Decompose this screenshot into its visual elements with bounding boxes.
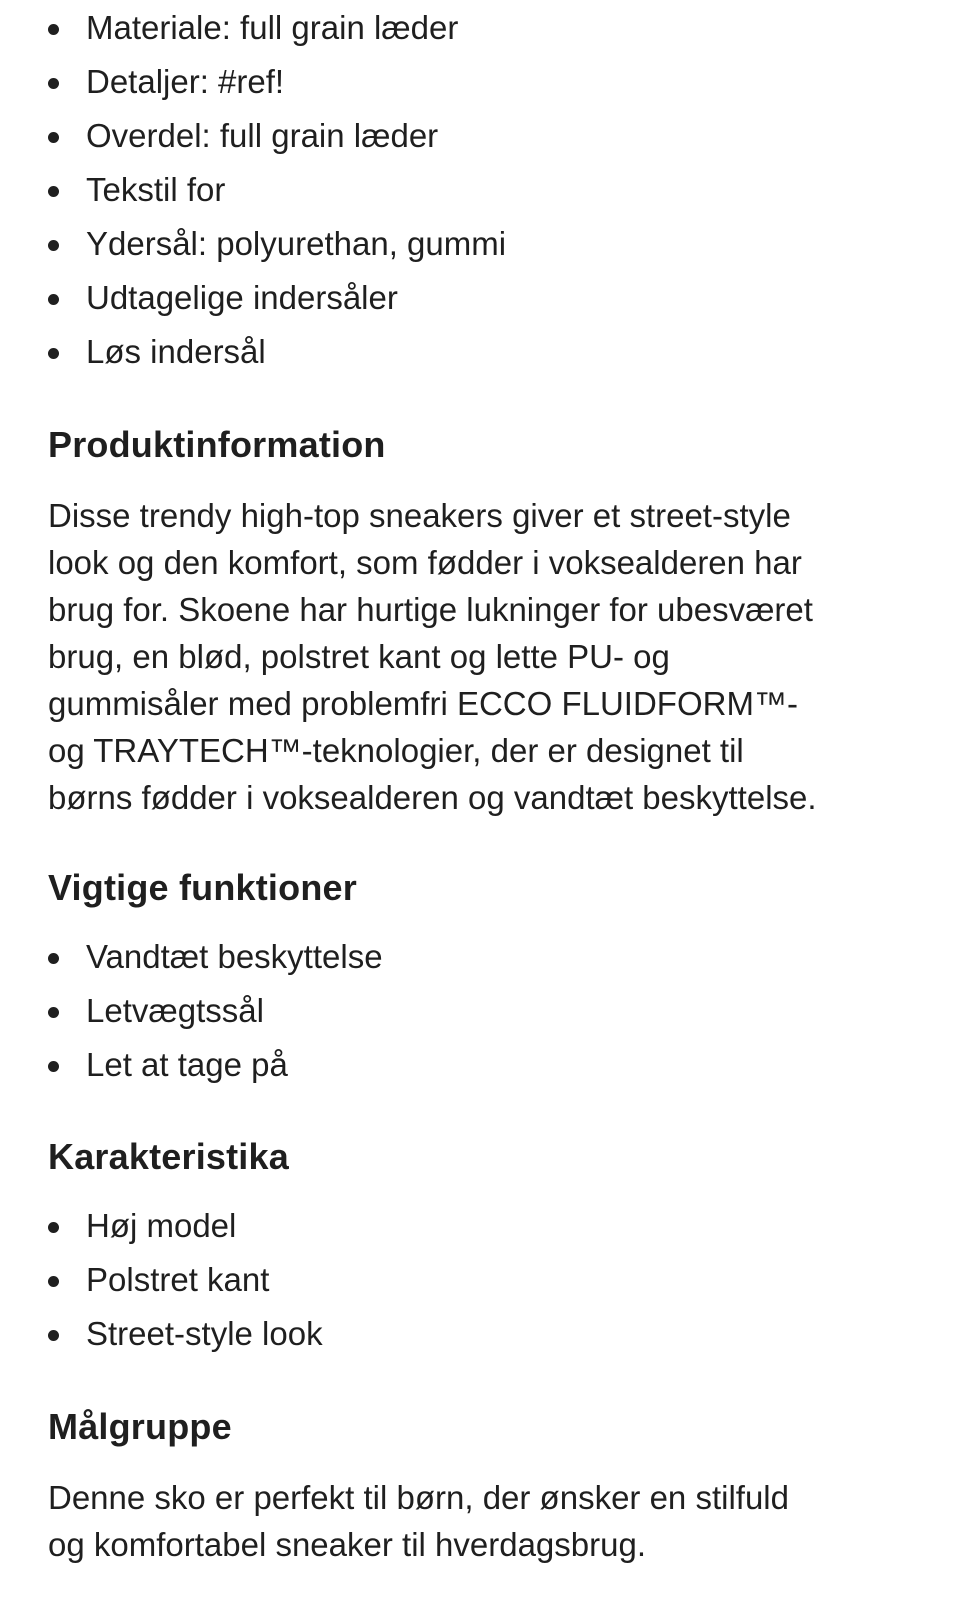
- list-item-text: Høj model: [86, 1207, 237, 1244]
- list-item: [48, 325, 912, 379]
- list-item: [48, 1253, 912, 1307]
- list-item: [48, 1307, 912, 1361]
- list-item: [48, 1038, 912, 1092]
- karakteristika-list: [48, 1199, 912, 1361]
- text-line: og TRAYTECH™-teknologier, der er designet til: [48, 732, 744, 769]
- produktinformation-text: [48, 492, 912, 821]
- list-item: [48, 271, 912, 325]
- list-item: [48, 55, 912, 109]
- bullet-icon: [48, 1061, 59, 1072]
- list-item: [48, 984, 912, 1038]
- bullet-icon: [48, 953, 59, 964]
- malgruppe-text: [48, 1474, 912, 1568]
- produktinformation-heading: Produktinformation: [48, 424, 386, 465]
- list-item-text: Letvægtssål: [86, 992, 264, 1029]
- bullet-icon: [48, 78, 59, 89]
- list-item-text: Ydersål: polyurethan, gummi: [86, 225, 507, 262]
- materials-list: [48, 0, 912, 379]
- list-item-text: Polstret kant: [86, 1261, 270, 1298]
- bullet-icon: [48, 294, 59, 305]
- list-item: [48, 163, 912, 217]
- text-line: og komfortabel sneaker til hverdagsbrug.: [48, 1526, 646, 1563]
- karakteristika-heading: Karakteristika: [48, 1136, 289, 1177]
- bullet-icon: [48, 240, 59, 251]
- text-line: Denne sko er perfekt til børn, der ønsker en stilfuld: [48, 1479, 789, 1516]
- vigtige-funktioner-list: [48, 930, 912, 1092]
- bullet-icon: [48, 132, 59, 143]
- list-item: [48, 217, 912, 271]
- list-item: [48, 109, 912, 163]
- list-item: [48, 1, 912, 55]
- text-line: børns fødder i voksealderen og vandtæt beskyttelse.: [48, 779, 817, 816]
- bullet-icon: [48, 348, 59, 359]
- list-item-text: Overdel: full grain læder: [86, 117, 439, 154]
- list-item-text: Street-style look: [86, 1315, 323, 1352]
- list-item: [48, 930, 912, 984]
- bullet-icon: [48, 1007, 59, 1018]
- text-line: brug, en blød, polstret kant og lette PU- og: [48, 638, 670, 675]
- bullet-icon: [48, 1276, 59, 1287]
- text-line: gummisåler med problemfri ECCO FLUIDFORM™-: [48, 685, 798, 722]
- vigtige-funktioner-heading: Vigtige funktioner: [48, 867, 357, 908]
- list-item-text: Detaljer: #ref!: [86, 63, 285, 100]
- bullet-icon: [48, 186, 59, 197]
- list-item-text: Løs indersål: [86, 333, 266, 370]
- text-line: Disse trendy high-top sneakers giver et street-style: [48, 497, 791, 534]
- bullet-icon: [48, 1330, 59, 1341]
- bullet-icon: [48, 1222, 59, 1233]
- list-item-text: Let at tage på: [86, 1046, 288, 1083]
- list-item-text: Udtagelige indersåler: [86, 279, 398, 316]
- list-item-text: Vandtæt beskyttelse: [86, 938, 383, 975]
- list-item-text: Tekstil for: [86, 171, 226, 208]
- bullet-icon: [48, 24, 59, 35]
- list-item-text: Materiale: full grain læder: [86, 9, 459, 46]
- text-line: brug for. Skoene har hurtige lukninger for ubesværet: [48, 591, 813, 628]
- malgruppe-heading: Målgruppe: [48, 1406, 232, 1447]
- text-line: look og den komfort, som fødder i voksealderen har: [48, 544, 802, 581]
- list-item: [48, 1199, 912, 1253]
